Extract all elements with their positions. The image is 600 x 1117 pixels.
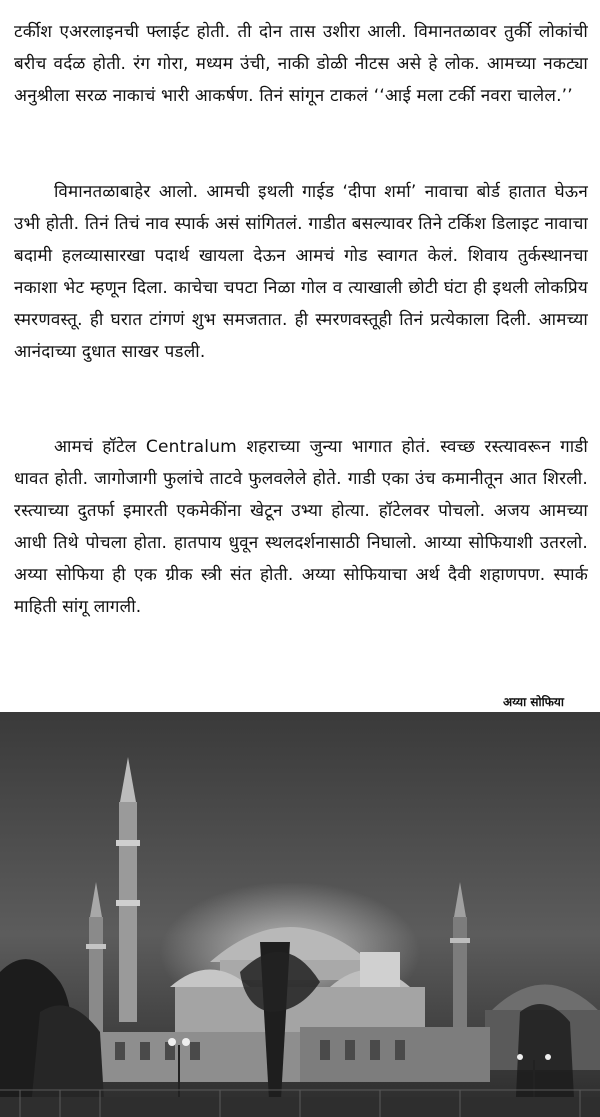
hagia-sophia-photo [0, 712, 600, 1117]
photo-illustration [0, 712, 600, 1117]
paragraph-1: टर्कीश एअरलाइनची फ्लाईट होती. ती दोन तास उशीरा आली. विमानतळावर तुर्की लोकांची बरीच वर्दळ होती. रंग गोरा, मध्यम उंची, नाकी डोळी नीटस असे हे लोक. आमच्या नकट्या अनुश्रीला सरळ नाकाचं भारी आकर्षण. तिनं सांगून टाकलं ‘‘आई मला टर्की नवरा चालेल.’’ [14, 22, 588, 106]
paragraph-3: आमचं हॉटेल Centralum शहराच्या जुन्या भागात होतं. स्वच्छ रस्त्यावरून गाडी धावत होती. जागोजागी फुलांचे ताटवे फुलवलेले होते. गाडी एका उंच कमानीतून आत शिरली. रस्त्याच्या दुतर्फा इमारती एकमेकींना खेटून उभ्या होत्या. हॉटेलवर पोचलो. अजय आमच्या आधी तिथे पोचला होता. हातपाय धुवून स्थलदर्शनासाठी निघालो. आय्या सोफियाशी उतरलो. अय्या सोफिया ही एक ग्रीक स्त्री संत होती. अय्या सोफियाचा अर्थ दैवी शहाणपण. स्पार्क माहिती सांगू लागली. [14, 437, 588, 617]
paragraph-2: विमानतळाबाहेर आलो. आमची इथली गाईड ‘दीपा शर्मा’ नावाचा बोर्ड हातात घेऊन उभी होती. तिनं तिचं नाव स्पार्क असं सांगितलं. गाडीत बसल्यावर तिने टर्किश डिलाइट नावाचा बदामी हलव्यासारखा पदार्थ खायला देऊन आमचं गोड स्वागत केलं. शिवाय तुर्कस्थानचा नकाशा भेट म्हणून दिला. काचेचा चपटा निळा गोल व त्याखाली छोटी घंटा ही इथली लोकप्रिय स्मरणवस्तू. ही घरात टांगणं शुभ समजतात. ही स्मरणवस्तूही तिनं प्रत्येकाला दिली. आमच्या आनंदाच्या दुधात साखर पडली. [14, 182, 588, 362]
photo-caption: अय्या सोफिया [503, 695, 564, 709]
